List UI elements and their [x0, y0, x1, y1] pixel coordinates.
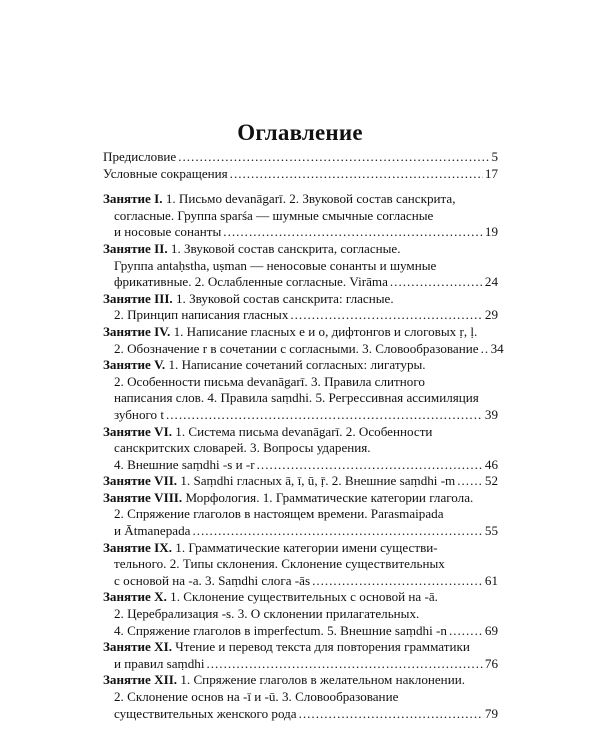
- toc-text: зубного t: [114, 406, 164, 422]
- page-number: 29: [484, 307, 498, 323]
- lesson-label: Занятие I.: [103, 191, 163, 207]
- toc-entry-lesson: [103, 639, 498, 672]
- section-gap: [103, 182, 498, 191]
- dot-leader: [312, 573, 483, 590]
- toc-line: [103, 523, 498, 540]
- page-number: 69: [484, 622, 498, 638]
- toc-text: 2. Принцип написания гласных: [114, 307, 289, 323]
- toc-entry-lesson: [103, 540, 498, 590]
- toc-entry-lesson: [103, 473, 498, 490]
- lesson-label: Занятие III.: [103, 290, 173, 306]
- toc-line: [103, 424, 498, 441]
- toc-text: существительных женского рода: [114, 705, 297, 721]
- page-number: 79: [484, 705, 498, 721]
- dot-leader: [290, 307, 483, 324]
- toc-line: [103, 639, 498, 656]
- toc-text: фрикативные. 2. Ослабленные согласные. Virāma: [114, 274, 388, 290]
- lesson-label: Занятие XII.: [103, 672, 178, 688]
- toc-text: и Ātmanepada: [114, 523, 191, 539]
- toc-text: 1. Написание гласных e и o, дифтонгов и слоговых ṛ, ḷ.: [173, 323, 478, 339]
- toc-line: [103, 258, 498, 275]
- lesson-label: Занятие IV.: [103, 323, 171, 339]
- toc-entry-lesson: [103, 241, 498, 291]
- toc-line: [103, 407, 498, 424]
- toc-text: 2. Обозначение r в сочетании с согласными. 3. Словообразование: [114, 340, 479, 356]
- toc-line: [103, 390, 498, 407]
- toc-text: 1. Грамматические категории имени существи-: [175, 539, 438, 555]
- page-number: 19: [484, 224, 498, 240]
- toc-line: [103, 224, 498, 241]
- toc-text: Чтение и перевод текста для повторения грамматики: [175, 639, 470, 655]
- toc-text: 1. Спряжение глаголов в желательном наклонении.: [180, 672, 465, 688]
- toc-entry-lesson: [103, 291, 498, 324]
- dot-leader: [192, 523, 482, 540]
- page-number: 24: [484, 274, 498, 290]
- toc-text: и правил saṃdhi: [114, 655, 205, 671]
- toc-line: [103, 706, 498, 723]
- toc-entry-lesson: [103, 589, 498, 639]
- toc-text: 2. Спряжение глаголов в настоящем времени. Parasmaipada: [114, 506, 444, 522]
- toc-entry-front: [103, 166, 498, 183]
- dot-leader: [178, 149, 489, 166]
- toc-text: написания слов. 4. Правила saṃdhi. 5. Регрессивная ассимиляция: [114, 390, 479, 406]
- toc-text: санскритских словарей. 3. Вопросы ударения.: [114, 440, 371, 456]
- toc-line: [103, 490, 498, 507]
- lesson-label: Занятие VII.: [103, 473, 178, 489]
- page-number: 39: [484, 406, 498, 422]
- toc-text: согласные. Группа sparśa — шумные смычные согласные: [114, 207, 434, 223]
- toc-line: [103, 473, 498, 490]
- toc-text: 1. Звуковой состав санскрита, согласные.: [170, 240, 401, 256]
- toc-line: [103, 440, 498, 457]
- toc-text: Условные сокращения: [103, 165, 228, 181]
- toc-line: [103, 208, 498, 225]
- dot-leader: [481, 341, 489, 358]
- toc-entry-lesson: [103, 424, 498, 474]
- toc-line: [103, 291, 498, 308]
- toc-line: [103, 589, 498, 606]
- toc-text: 1. Склонение существительных с основой на -ā.: [170, 589, 438, 605]
- toc-text: Морфология. 1. Грамматические категории глагола.: [185, 489, 474, 505]
- toc-text: и носовые сонанты: [114, 224, 222, 240]
- toc-line: [103, 340, 504, 358]
- toc-line: [103, 623, 498, 640]
- toc-line: [103, 374, 498, 391]
- toc-text: 4. Спряжение глаголов в imperfectum. 5. Внешние saṃdhi -n: [114, 622, 447, 638]
- toc-entry-lesson: [103, 672, 498, 722]
- dot-leader: [390, 274, 483, 291]
- toc-text: Предисловие: [103, 149, 177, 164]
- page-title: Оглавление: [237, 120, 363, 145]
- toc-text: 2. Особенности письма devanāgarī. 3. Правила слитного: [114, 373, 425, 389]
- toc-text: 1. Написание сочетаний согласных: лигатуры.: [168, 357, 426, 373]
- dot-leader: [449, 623, 483, 640]
- toc-line: [103, 672, 498, 689]
- toc-text: с основой на -a. 3. Saṃdhi слога -ās: [114, 572, 311, 588]
- toc-text: 2. Церебрализация -s. 3. О склонении прилагательных.: [114, 606, 420, 622]
- toc-text: тельного. 2. Типы склонения. Склонение существительных: [114, 556, 445, 572]
- toc-text: 1. Письмо devanāgarī. 2. Звуковой состав санскрита,: [165, 191, 456, 207]
- toc-entry-lesson: [103, 357, 498, 423]
- toc-line: [103, 241, 498, 258]
- lesson-label: Занятие VIII.: [103, 489, 183, 505]
- toc-entry-lesson: [103, 191, 498, 241]
- toc-text: 1. Saṃdhi гласных ā, ī, ū, ṝ. 2. Внешние saṃdhi -m: [180, 473, 456, 489]
- page-number: 52: [484, 473, 498, 489]
- page-number: 5: [491, 149, 498, 164]
- dot-leader: [457, 473, 483, 490]
- toc-entry-lesson: [103, 490, 498, 540]
- toc-line: [103, 606, 498, 623]
- dot-leader: [223, 224, 483, 241]
- toc-entry-front: [103, 149, 498, 166]
- toc-text: 2. Склонение основ на -ī и -ū. 3. Словообразование: [114, 689, 399, 704]
- page-number: 46: [484, 456, 498, 472]
- toc-line: [103, 689, 498, 706]
- toc-line: [103, 274, 498, 291]
- toc-text: Группа antaḥstha, uṣman — неносовые сонанты и шумные: [114, 257, 437, 273]
- toc-line: [103, 573, 498, 590]
- lesson-label: Занятие V.: [103, 357, 166, 373]
- dot-leader: [166, 407, 483, 424]
- page-number: 55: [484, 523, 498, 539]
- lesson-label: Занятие XI.: [103, 639, 172, 655]
- dot-leader: [230, 166, 483, 183]
- lesson-label: Занятие IX.: [103, 539, 172, 555]
- toc-line: [103, 540, 498, 557]
- dot-leader: [299, 706, 483, 723]
- toc-text: 4. Внешние saṃdhi -s и -r: [114, 456, 255, 472]
- toc-entry-lesson: [103, 323, 504, 357]
- toc-line: [103, 357, 498, 374]
- dot-leader: [206, 656, 482, 673]
- page-number: 17: [484, 165, 498, 181]
- toc-text: 1. Система письма devanāgarī. 2. Особенности: [175, 423, 433, 439]
- page-number: 61: [484, 572, 498, 588]
- lesson-label: Занятие II.: [103, 240, 168, 256]
- lesson-label: Занятие X.: [103, 589, 167, 605]
- toc-line: [103, 457, 498, 474]
- page-number: 34: [490, 340, 504, 356]
- dot-leader: [257, 457, 483, 474]
- toc-line: [103, 506, 498, 523]
- toc-line: [103, 307, 498, 324]
- toc-line: [103, 191, 498, 208]
- page-number: 76: [484, 655, 498, 671]
- lesson-label: Занятие VI.: [103, 423, 172, 439]
- toc-text: 1. Звуковой состав санскрита: гласные.: [176, 290, 394, 306]
- toc-line: [103, 324, 498, 341]
- toc-line: [103, 556, 498, 573]
- toc-line: [103, 656, 498, 673]
- table-of-contents: [103, 149, 504, 722]
